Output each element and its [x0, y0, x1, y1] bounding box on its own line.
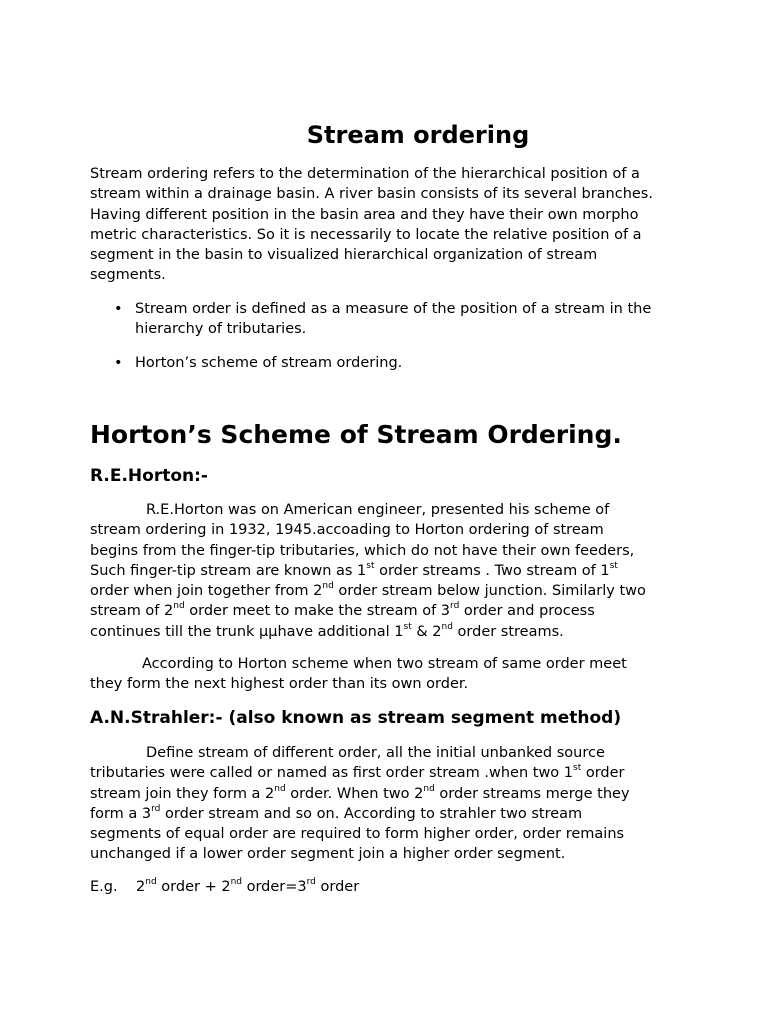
horton-line: order streams . Two stream of 1: [374, 562, 610, 579]
horton-line: order meet to make the stream of 3: [184, 603, 451, 620]
ordinal-suffix: st: [573, 763, 582, 774]
horton-line: R.E.Horton was on American engineer, presented his scheme of: [146, 502, 610, 518]
ordinal-suffix: nd: [274, 783, 286, 794]
subheading-an-strahler: A.N.Strahler:- (also known as stream segment method): [90, 708, 622, 728]
bullet-icon: •: [114, 354, 123, 371]
ordinal-suffix: nd: [173, 601, 185, 612]
ordinal-suffix: nd: [145, 877, 157, 887]
bullet-icon: •: [114, 301, 123, 317]
strahler-line: order streams merge they: [434, 785, 630, 802]
horton-line: order when join together from 2: [90, 583, 323, 600]
strahler-line: stream join they form a 2: [90, 785, 275, 802]
horton-line: stream of 2: [90, 603, 174, 620]
intro-line: stream within a drainage basin. A river basin consists of its several branches.: [90, 186, 653, 203]
example-text: order: [315, 879, 360, 895]
ordinal-suffix: st: [609, 560, 618, 571]
list-item: [90, 299, 690, 340]
ordinal-suffix: st: [403, 621, 412, 632]
horton-summary-paragraph: [90, 654, 680, 695]
ordinal-suffix: rd: [151, 803, 161, 814]
example-text: 2: [136, 879, 146, 895]
example-line: [90, 877, 680, 897]
ordinal-suffix: rd: [450, 601, 460, 612]
intro-line: segment in the basin to visualized hierarchical organization of stream: [90, 247, 598, 264]
intro-line: segments.: [90, 267, 166, 284]
list-item-text: Stream order is defined as a measure of the position of a stream in the: [135, 301, 652, 317]
strahler-line: form a 3: [90, 805, 152, 822]
intro-line: Having different position in the basin area and they have their own morpho: [90, 206, 639, 223]
example-text: order + 2: [156, 879, 231, 895]
bullet-list: [90, 299, 690, 386]
strahler-line: segments of equal order are required to form higher order, order remains: [90, 826, 625, 843]
list-item-text: Horton’s scheme of stream ordering.: [135, 354, 403, 371]
intro-line: Stream ordering refers to the determination of the hierarchical position of a: [90, 166, 640, 182]
horton-summary-line: they form the next highest order than its own order.: [90, 676, 469, 693]
example-text: order=3: [241, 879, 307, 895]
ordinal-suffix: nd: [423, 783, 435, 794]
strahler-paragraph: [90, 743, 680, 865]
subheading-re-horton: R.E.Horton:-: [90, 466, 208, 486]
intro-paragraph: [90, 164, 680, 286]
horton-line: continues till the trunk µµhave additional 1: [90, 623, 404, 640]
ordinal-suffix: nd: [441, 621, 453, 632]
strahler-line: order. When two 2: [285, 785, 424, 802]
page-title: Stream ordering: [306, 121, 530, 149]
horton-line: begins from the finger-tip tributaries, which do not have their own feeders,: [90, 542, 635, 559]
strahler-line: order: [581, 765, 625, 782]
horton-line: Such finger-tip stream are known as 1: [90, 562, 367, 579]
list-item: [90, 353, 690, 373]
horton-line: stream ordering in 1932, 1945.accoading to Horton ordering of stream: [90, 522, 604, 539]
intro-line: metric characteristics. So it is necessarily to locate the relative position of a: [90, 226, 642, 243]
horton-line: order stream below junction. Similarly two: [333, 583, 646, 600]
list-item-text: hierarchy of tributaries.: [135, 321, 307, 338]
ordinal-suffix: nd: [230, 877, 242, 887]
ordinal-suffix: rd: [306, 877, 316, 887]
strahler-line: tributaries were called or named as first order stream .when two 1: [90, 765, 574, 782]
horton-line: order streams.: [452, 623, 564, 640]
strahler-line: unchanged if a lower order segment join a higher order segment.: [90, 846, 566, 863]
horton-line: order and process: [459, 603, 595, 620]
ordinal-suffix: nd: [322, 581, 334, 592]
strahler-line: Define stream of different order, all the initial unbanked source: [146, 745, 605, 761]
horton-paragraph: [90, 500, 680, 642]
example-label: E.g.: [90, 879, 118, 895]
section-heading-horton-scheme: Horton’s Scheme of Stream Ordering.: [90, 420, 622, 449]
strahler-line: order stream and so on. According to strahler two stream: [160, 805, 583, 822]
ordinal-suffix: st: [366, 560, 375, 571]
horton-line: & 2: [411, 623, 442, 640]
horton-summary-line: According to Horton scheme when two stream of same order meet: [142, 656, 627, 672]
